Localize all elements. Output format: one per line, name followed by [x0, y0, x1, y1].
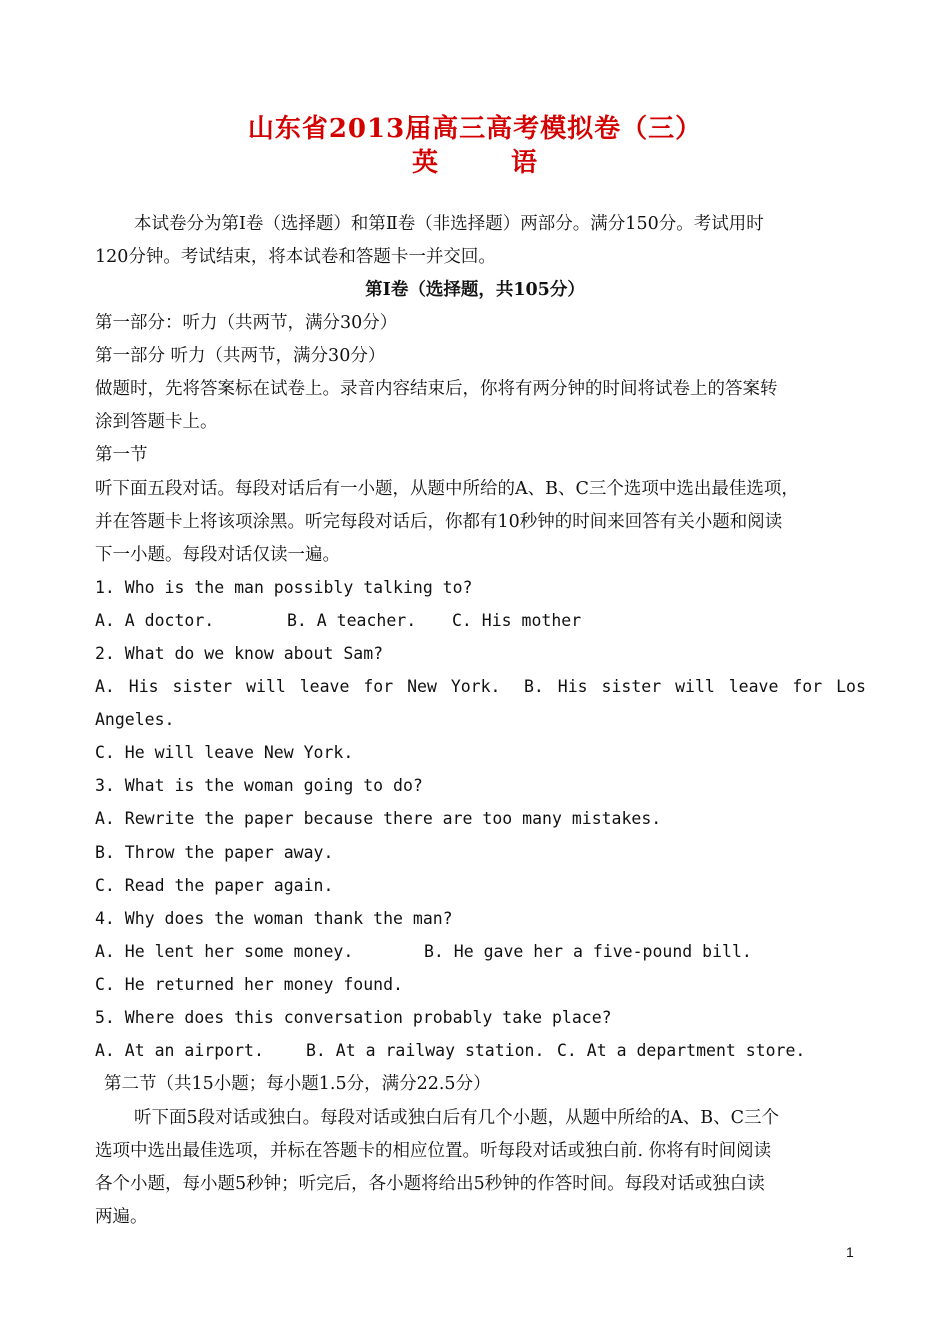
part1-instr-2: 涂到答题卡上。: [95, 412, 218, 432]
exam-title: 山东省2013届高三高考模拟卷（三）: [247, 114, 703, 144]
section2-instr-1: 听下面5段对话或独白。每段对话或独白后有几个小题，从题中所给的A、B、C三个: [134, 1108, 780, 1128]
q3-option-a: A. Rewrite the paper because there are too many mistakes.: [95, 809, 662, 828]
q3-option-c: C. Read the paper again.: [95, 876, 334, 895]
exam-subject: 英 语: [411, 148, 539, 178]
question-1: 1. Who is the man possibly talking to?: [95, 578, 473, 597]
q5-option-c: C. At a department store.: [557, 1041, 806, 1060]
section2-heading: 第二节（共15小题；每小题1.5分，满分22.5分）: [104, 1074, 491, 1094]
section2-instr-4: 两遍。: [95, 1207, 148, 1227]
q4-option-a: A. He lent her some money.: [95, 942, 354, 961]
q2-option-c: C. He will leave New York.: [95, 743, 354, 762]
section1-heading: 第一节: [95, 445, 148, 465]
page-number: 1: [846, 1244, 854, 1260]
question-4: 4. Why does the woman thank the man?: [95, 909, 453, 928]
volume1-title: 第Ⅰ卷（选择题，共105分）: [365, 280, 585, 300]
q2-option-b: B. His sister will leave for Los: [524, 677, 866, 696]
q2-option-a: A. His sister will leave for New York.: [95, 677, 501, 696]
part1-heading-a: 第一部分：听力（共两节，满分30分）: [95, 313, 398, 333]
q1-option-b: B. A teacher.: [287, 611, 417, 630]
q2-option-b-cont: Angeles.: [95, 710, 175, 729]
q3-option-b: B. Throw the paper away.: [95, 843, 334, 862]
part1-instr-1: 做题时，先将答案标在试卷上。录音内容结束后，你将有两分钟的时间将试卷上的答案转: [95, 379, 778, 399]
section1-instr-3: 下一小题。每段对话仅读一遍。: [95, 545, 340, 565]
intro-line-2: 120分钟。考试结束，将本试卷和答题卡一并交回。: [95, 247, 496, 267]
q4-option-b: B. He gave her a five-pound bill.: [424, 942, 752, 961]
section1-instr-1: 听下面五段对话。每段对话后有一小题，从题中所给的A、B、C三个选项中选出最佳选项，: [95, 479, 799, 499]
section1-instr-2: 并在答题卡上将该项涂黑。听完每段对话后，你都有10秒钟的时间来回答有关小题和阅读: [95, 512, 783, 532]
q1-option-c: C. His mother: [452, 611, 582, 630]
question-3: 3. What is the woman going to do?: [95, 776, 423, 795]
question-5: 5. Where does this conversation probably take place?: [95, 1008, 612, 1027]
q1-option-a: A. A doctor.: [95, 611, 215, 630]
q5-option-a: A. At an airport.: [95, 1041, 264, 1060]
q5-option-b: B. At a railway station.: [306, 1041, 545, 1060]
section2-instr-2: 选项中选出最佳选项，并标在答题卡的相应位置。听每段对话或独白前. 你将有时间阅读: [95, 1141, 772, 1161]
part1-heading-b: 第一部分 听力（共两节，满分30分）: [95, 346, 386, 366]
question-2: 2. What do we know about Sam?: [95, 644, 384, 663]
intro-line-1: 本试卷分为第Ⅰ卷（选择题）和第Ⅱ卷（非选择题）两部分。满分150分。考试用时: [134, 214, 764, 234]
q4-option-c: C. He returned her money found.: [95, 975, 403, 994]
section2-instr-3: 各个小题，每小题5秒钟；听完后，各小题将给出5秒钟的作答时间。每段对话或独白读: [95, 1174, 765, 1194]
